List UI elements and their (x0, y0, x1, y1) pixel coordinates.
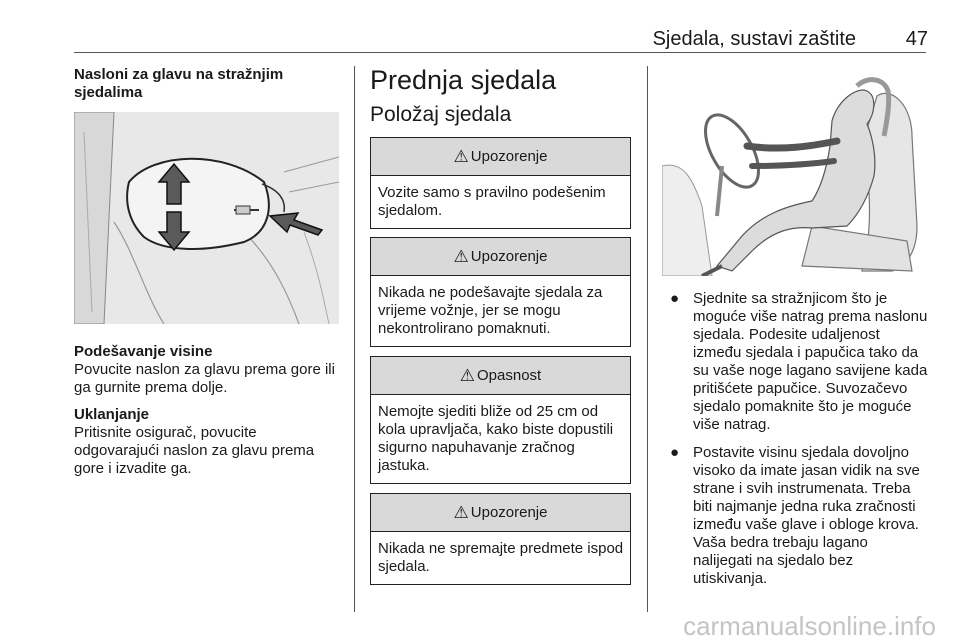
headrest-drawing (74, 112, 339, 324)
seat-position-subtitle: Položaj sjedala (370, 103, 512, 126)
warning-icon: ⚠ (453, 146, 469, 166)
rear-headrest-illustration (74, 112, 339, 324)
headrest-heading-line1: Nasloni za glavu na stražnjim (74, 66, 284, 83)
bullet-icon: ● (670, 444, 680, 461)
header-rule (74, 52, 926, 53)
page-number: 47 (905, 28, 928, 50)
warning-text: Nikada ne spremajte predmete ispod sjedala. (378, 540, 624, 575)
warning-header (371, 494, 630, 532)
warning-icon: ⚠ (459, 365, 476, 385)
middle-column-titles (370, 64, 632, 128)
danger-header (371, 357, 630, 395)
removal-heading: Uklanjanje (74, 406, 150, 423)
warning-box-3 (370, 493, 631, 585)
list-item (668, 290, 930, 434)
height-adjust-heading: Podešavanje visine (74, 343, 213, 360)
warning-header (371, 238, 630, 276)
warning-box-2 (370, 237, 631, 347)
danger-text: Nemojte sjediti bliže od 25 cm od kola upravljača, kako biste dopustili sigurno napuhavanje zračnog jastuka. (378, 403, 614, 474)
removal-text: Pritisnite osigurač, povucite odgovarajući naslon za glavu prema gore i izvadite ga. (74, 424, 315, 477)
section-title: Sjedala, sustavi zaštite (652, 28, 856, 50)
warning-text: Nikada ne podešavajte sjedala za vrijeme vožnje, jer se mogu nekontrolirano pomaknuti. (378, 284, 603, 337)
front-seats-title: Prednja sjedala (370, 65, 557, 95)
warning-label: Upozorenje (470, 248, 548, 265)
left-column-heading (74, 66, 342, 102)
list-item-text: Sjednite sa stražnjicom što je moguće više natrag prema naslonu sjedala. Podesite udaljenost između sjedala i papučica tako da su vaše noge lagano savijene kada pritišćete papučice. Suvozačevo sjedalo pomaknite što je moguće više natrag. (693, 290, 928, 433)
warning-icon: ⚠ (453, 246, 469, 266)
danger-box (370, 356, 631, 484)
column-divider-left (354, 66, 355, 612)
warning-text: Vozite samo s pravilno podešenim sjedalom. (378, 184, 606, 219)
warning-header (371, 138, 630, 176)
list-item-text: Postavite visinu sjedala dovoljno visoko da imate jasan vidik na sve strane i svih instrumenata. Treba biti najmanje jedna ruka zračnosti između vaše glave i obloge krova. Vaša bedra trebaju lagano nalijegati na sjedalo bez utiskivanja. (693, 444, 920, 587)
warning-label: Upozorenje (470, 504, 548, 521)
height-adjust-text: Povucite naslon za glavu prema gore ili ga gurnite prema dolje. (74, 361, 335, 396)
danger-label: Opasnost (477, 367, 542, 384)
list-item (668, 444, 930, 588)
seat-instructions-list (668, 290, 930, 598)
driver-drawing (662, 66, 926, 276)
bullet-icon: ● (670, 290, 680, 307)
watermark: carmanualsonline.info (683, 611, 936, 641)
warning-box-1 (370, 137, 631, 229)
driver-seating-illustration (662, 66, 926, 276)
column-divider-right (647, 66, 648, 612)
headrest-heading-line2: sjedalima (74, 84, 143, 101)
warning-label: Upozorenje (470, 148, 548, 165)
left-column-body (74, 343, 342, 478)
warning-icon: ⚠ (453, 502, 469, 522)
page-header (74, 26, 928, 52)
